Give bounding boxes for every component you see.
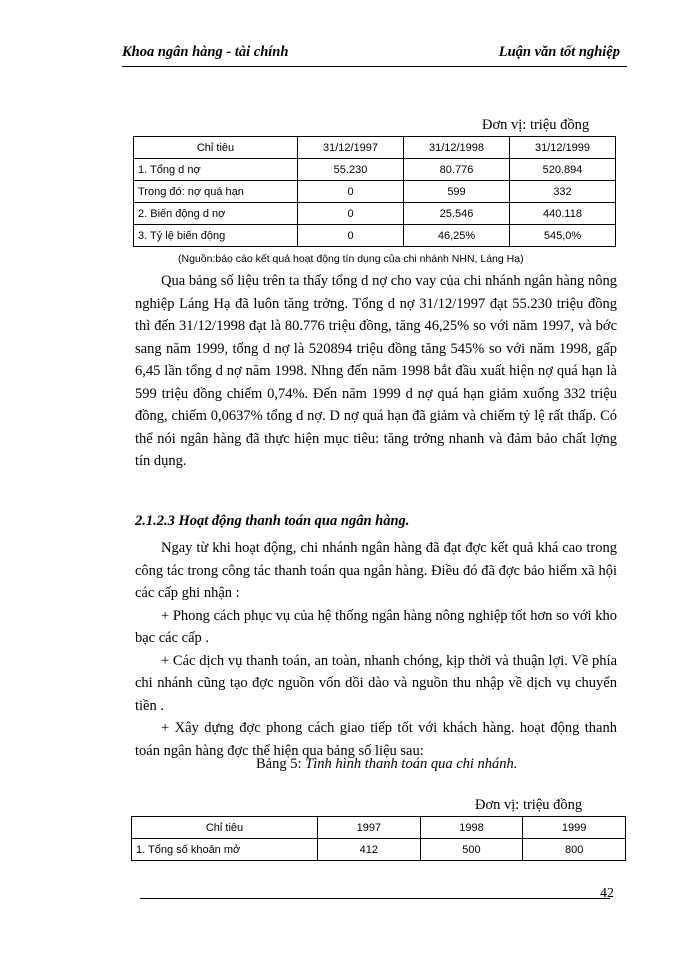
table2-header-row bbox=[132, 817, 626, 839]
table-cell: 1. Tổng số khoản mở bbox=[132, 839, 318, 861]
table-cell: 412 bbox=[318, 839, 421, 861]
table-cell: 500 bbox=[420, 839, 523, 861]
table-cell: 2. Biến động d nợ bbox=[134, 203, 298, 225]
table-cell: 800 bbox=[523, 839, 626, 861]
table1-header-cell: 31/12/1997 bbox=[298, 137, 404, 159]
table1-header-cell: Chỉ tiêu bbox=[134, 137, 298, 159]
table1-header-row bbox=[134, 137, 616, 159]
body-paragraph-1 bbox=[135, 270, 617, 473]
table2-header-cell: 1997 bbox=[318, 817, 421, 839]
table-cell: 599 bbox=[404, 181, 510, 203]
table-cell: 3. Tỷ lệ biến động bbox=[134, 225, 298, 247]
table-cell: Trong đó: nợ quá hạn bbox=[134, 181, 298, 203]
paragraph-text: Ngay từ khi hoạt động, chi nhánh ngân hàng đã đạt đợc kết quả khá cao trong công tác trong công tác thanh toán qua ngân hàng. Điều đó đã đợc bảo hiểm xã hội các cấp ghi nhận : bbox=[135, 540, 617, 601]
body-paragraph-2 bbox=[135, 537, 617, 762]
page-number: 42 bbox=[600, 886, 614, 901]
table2-caption bbox=[256, 756, 517, 773]
table2 bbox=[131, 816, 626, 861]
table-cell: 545,0% bbox=[510, 225, 616, 247]
bullet-item: + Các dịch vụ thanh toán, an toàn, nhanh chóng, kịp thời và thuận lợi. Về phía chi nhánh cũng tạo đợc nguồn vốn dồi dào và nguồn thu nhập về dịch vụ chuyển tiền . bbox=[135, 652, 617, 714]
table-row bbox=[134, 159, 616, 181]
table2-unit: Đơn vị: triệu đồng bbox=[475, 797, 583, 813]
paragraph-text: Qua bảng số liệu trên ta thấy tổng d nợ cho vay của chi nhánh ngân hàng nông nghiệp Láng Hạ đã luôn tăng trởng. Tổng d nợ 31/12/1997 đạt 55.230 triệu đồng thì đến 31/12/1998 đạt là 80.776 triệu đồng, tăng 46,25% so với năm 1997, và bớc sang năm 1999, tổng d nợ là 520894 triệu đồng tăng 545% so với năm 1998, gấp 6,45 lần tổng d nợ năm 1998. Nhng đến năm 1998 bắt đầu xuất hiện nợ quá hạn là 599 triệu đồng chiếm 0,74%. Đến năm 1999 d nợ quá hạn giảm xuống 332 triệu đồng, chiếm 0,0637% tổng d nợ. D nợ quá hạn đã giảm và chiếm tỷ lệ rất thấp. Có thể nói ngân hàng đã thực hiện mục tiêu: tăng trởng nhanh và đảm bảo chất lợng tín dụng. bbox=[135, 273, 617, 469]
table-cell: 25.546 bbox=[404, 203, 510, 225]
section-heading: 2.1.2.3 Hoạt động thanh toán qua ngân hàng. bbox=[135, 513, 410, 529]
table1-unit: Đơn vị: triệu đồng bbox=[482, 117, 590, 133]
header-left: Khoa ngân hàng - tài chính bbox=[122, 44, 289, 60]
table-row bbox=[132, 839, 626, 861]
table-row bbox=[134, 225, 616, 247]
header-rule bbox=[122, 66, 627, 67]
table1-header-cell: 31/12/1999 bbox=[510, 137, 616, 159]
header-right: Luận văn tốt nghiệp bbox=[498, 44, 620, 60]
bullet-item: + Xây dựng đợc phong cách giao tiếp tốt với khách hàng. hoạt động thanh toán ngân hàng đợc thể hiện qua bảng số liệu sau: bbox=[135, 720, 617, 759]
table1 bbox=[133, 136, 616, 247]
footer-rule bbox=[140, 898, 610, 899]
table-row bbox=[134, 181, 616, 203]
table1-header-cell: 31/12/1998 bbox=[404, 137, 510, 159]
table1-source: (Nguồn:báo cáo kết quả hoạt động tín dụng của chi nhánh NHN, Láng Hạ) bbox=[178, 253, 524, 265]
table-cell: 1. Tổng d nợ bbox=[134, 159, 298, 181]
table2-header-cell: 1999 bbox=[523, 817, 626, 839]
table2-header-cell: Chỉ tiêu bbox=[132, 817, 318, 839]
table-cell: 0 bbox=[298, 181, 404, 203]
caption-prefix: Bảng 5: bbox=[256, 756, 306, 772]
table-cell: 0 bbox=[298, 225, 404, 247]
table-cell: 46,25% bbox=[404, 225, 510, 247]
table-row bbox=[134, 203, 616, 225]
table-cell: 80.776 bbox=[404, 159, 510, 181]
table-cell: 520.894 bbox=[510, 159, 616, 181]
table-cell: 332 bbox=[510, 181, 616, 203]
caption-title: Tình hình thanh toán qua chi nhánh. bbox=[305, 756, 518, 772]
table-cell: 55.230 bbox=[298, 159, 404, 181]
table-cell: 0 bbox=[298, 203, 404, 225]
table-cell: 440.118 bbox=[510, 203, 616, 225]
table2-header-cell: 1998 bbox=[420, 817, 523, 839]
bullet-item: + Phong cách phục vụ của hệ thống ngân hàng nông nghiệp tốt hơn so với kho bạc các cấp . bbox=[135, 607, 617, 646]
